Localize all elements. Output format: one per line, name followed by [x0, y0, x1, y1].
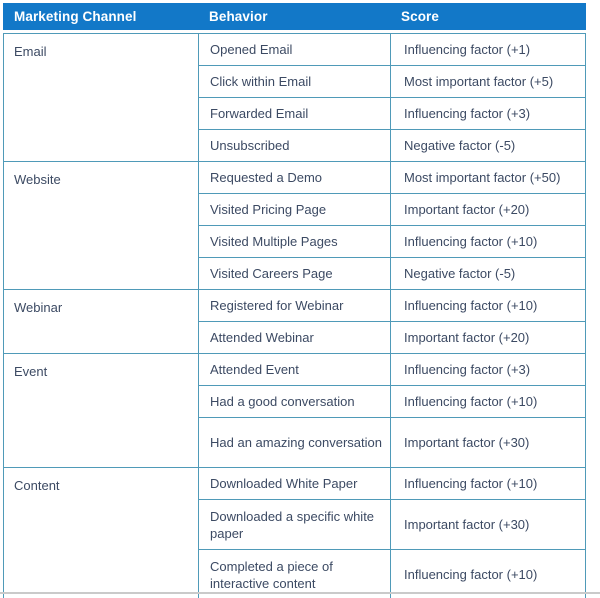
score-cell: Important factor (+30): [390, 499, 586, 549]
behavior-cell: Downloaded White Paper: [198, 467, 390, 499]
score-cell: Influencing factor (+1): [390, 33, 586, 65]
score-cell: Most important factor (+50): [390, 161, 586, 193]
behavior-cell: Registered for Webinar: [198, 289, 390, 321]
score-cell: Negative factor (-5): [390, 257, 586, 289]
behavior-cell: Had a good conversation: [198, 385, 390, 417]
table-row: [3, 467, 586, 499]
column-header-marketing-channel: Marketing Channel: [3, 3, 198, 33]
behavior-cell: Had an amazing conversation: [198, 417, 390, 467]
column-header-score: Score: [390, 3, 586, 33]
score-cell: Negative factor (-5): [390, 129, 586, 161]
score-cell: Important factor (+30): [390, 417, 586, 467]
behavior-cell: Click within Email: [198, 65, 390, 97]
behavior-cell: Forwarded Email: [198, 97, 390, 129]
behavior-cell: Attended Webinar: [198, 321, 390, 353]
header-row: [3, 3, 586, 33]
channel-cell: Email: [3, 33, 198, 161]
score-cell: Influencing factor (+10): [390, 385, 586, 417]
table-body: [3, 33, 586, 598]
behavior-cell: Unsubscribed: [198, 129, 390, 161]
behavior-cell: Completed a piece of interactive content: [198, 549, 390, 598]
score-cell: Influencing factor (+10): [390, 289, 586, 321]
behavior-cell: Visited Multiple Pages: [198, 225, 390, 257]
score-cell: Most important factor (+5): [390, 65, 586, 97]
table-row: [3, 33, 586, 65]
channel-cell: Website: [3, 161, 198, 289]
score-cell: Influencing factor (+10): [390, 549, 586, 598]
score-cell: Important factor (+20): [390, 321, 586, 353]
score-cell: Influencing factor (+3): [390, 353, 586, 385]
behavior-cell: Attended Event: [198, 353, 390, 385]
behavior-cell: Visited Pricing Page: [198, 193, 390, 225]
behavior-cell: Visited Careers Page: [198, 257, 390, 289]
behavior-cell: Opened Email: [198, 33, 390, 65]
lead-scoring-table: [3, 3, 586, 598]
channel-cell: Webinar: [3, 289, 198, 353]
bottom-divider: [0, 592, 600, 594]
behavior-cell: Requested a Demo: [198, 161, 390, 193]
channel-cell: Content: [3, 467, 198, 598]
score-cell: Important factor (+20): [390, 193, 586, 225]
table-row: [3, 289, 586, 321]
score-cell: Influencing factor (+3): [390, 97, 586, 129]
score-cell: Influencing factor (+10): [390, 225, 586, 257]
channel-cell: Event: [3, 353, 198, 467]
table-row: [3, 353, 586, 385]
table-header: [3, 3, 586, 33]
column-header-behavior: Behavior: [198, 3, 390, 33]
table-row: [3, 161, 586, 193]
score-cell: Influencing factor (+10): [390, 467, 586, 499]
behavior-cell: Downloaded a specific white paper: [198, 499, 390, 549]
